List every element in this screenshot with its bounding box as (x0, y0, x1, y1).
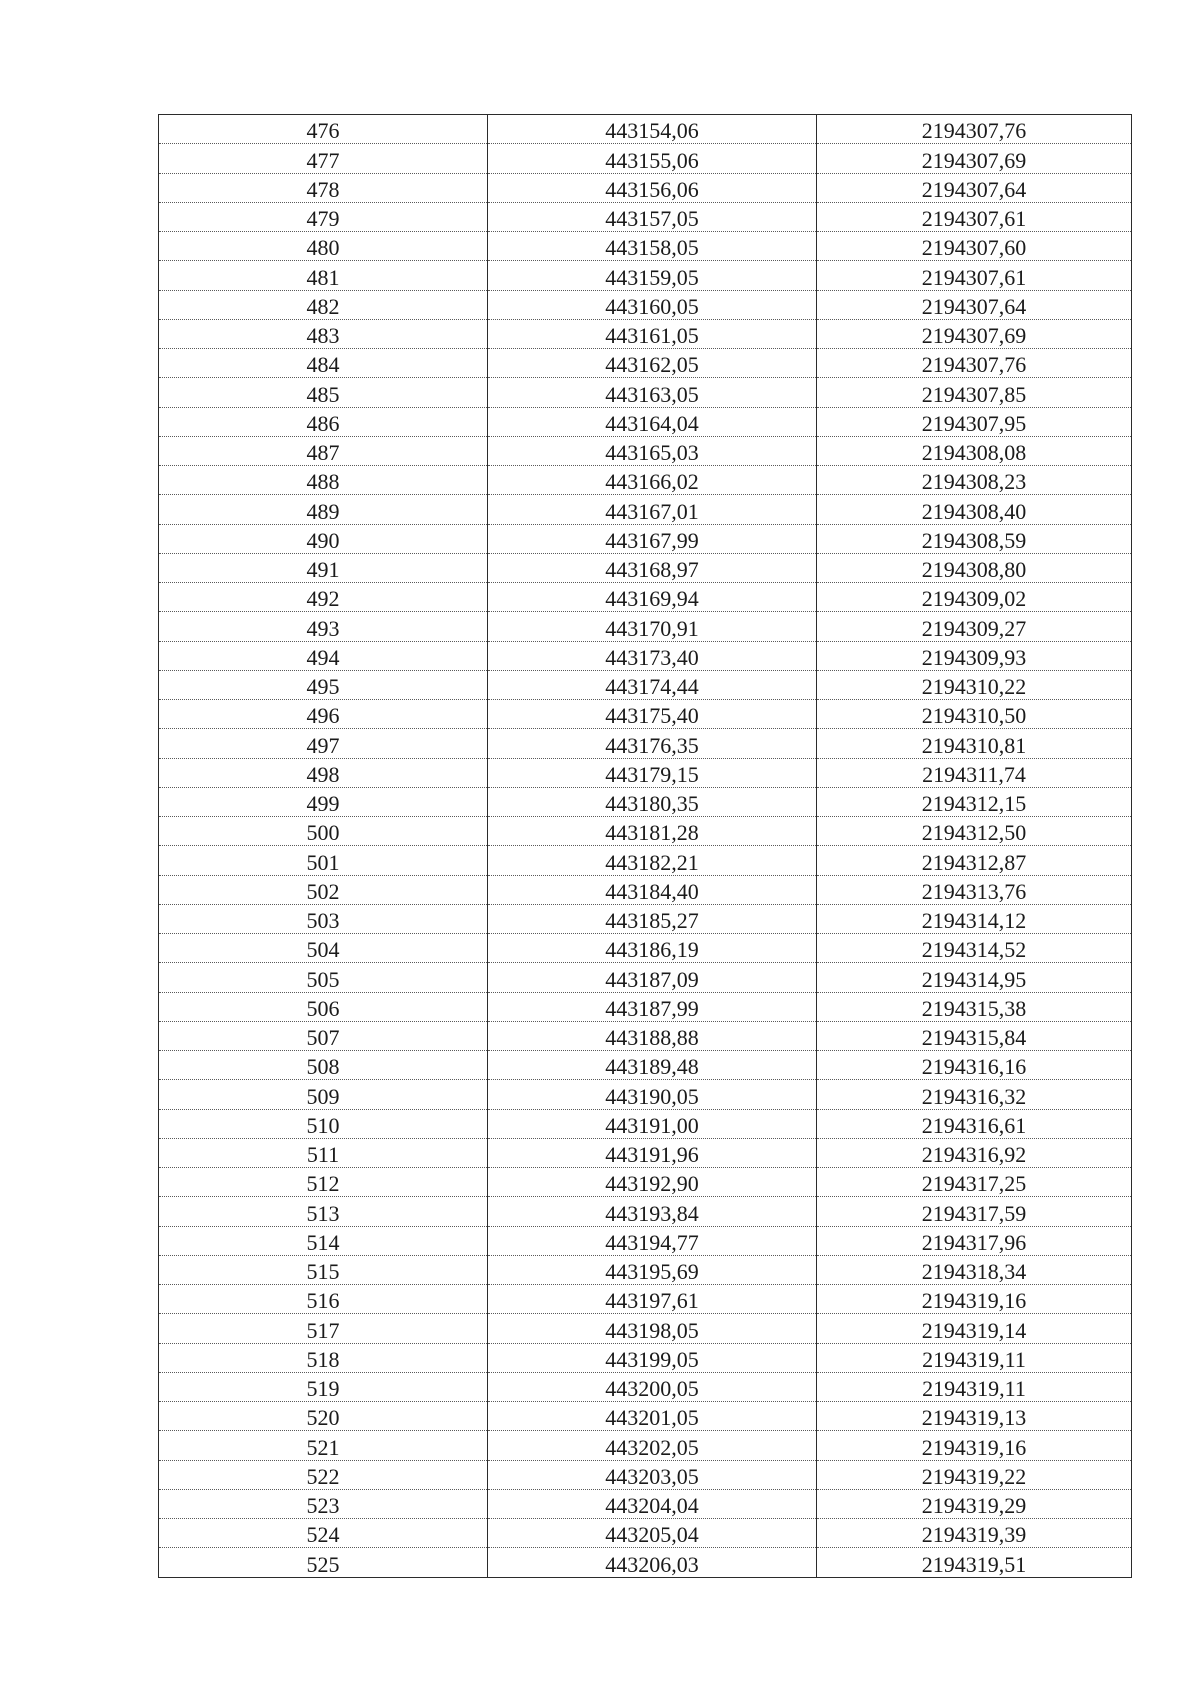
y-coordinate-cell: 2194307,64 (817, 173, 1132, 202)
x-coordinate-cell: 443161,05 (488, 319, 817, 348)
x-coordinate-cell: 443156,06 (488, 173, 817, 202)
point-number-cell: 502 (159, 875, 488, 904)
point-number-cell: 513 (159, 1197, 488, 1226)
x-coordinate-cell: 443174,44 (488, 670, 817, 699)
x-coordinate-cell: 443160,05 (488, 290, 817, 319)
x-coordinate-cell: 443190,05 (488, 1080, 817, 1109)
y-coordinate-cell: 2194316,92 (817, 1138, 1132, 1167)
x-coordinate-cell: 443191,00 (488, 1109, 817, 1138)
point-number-cell: 485 (159, 378, 488, 407)
table-row (159, 1519, 1132, 1548)
table-row (159, 1489, 1132, 1518)
x-coordinate-cell: 443202,05 (488, 1431, 817, 1460)
y-coordinate-cell: 2194319,11 (817, 1343, 1132, 1372)
x-coordinate-cell: 443182,21 (488, 846, 817, 875)
point-number-cell: 489 (159, 495, 488, 524)
point-number-cell: 484 (159, 349, 488, 378)
point-number-cell: 497 (159, 729, 488, 758)
x-coordinate-cell: 443173,40 (488, 641, 817, 670)
x-coordinate-cell: 443164,04 (488, 407, 817, 436)
table-row (159, 817, 1132, 846)
point-number-cell: 476 (159, 115, 488, 144)
table-row (159, 612, 1132, 641)
table-row (159, 729, 1132, 758)
table-row (159, 466, 1132, 495)
coordinates-table-body (159, 115, 1132, 1578)
point-number-cell: 486 (159, 407, 488, 436)
table-row (159, 115, 1132, 144)
point-number-cell: 523 (159, 1489, 488, 1518)
table-row (159, 232, 1132, 261)
x-coordinate-cell: 443185,27 (488, 904, 817, 933)
y-coordinate-cell: 2194311,74 (817, 758, 1132, 787)
table-row (159, 934, 1132, 963)
x-coordinate-cell: 443165,03 (488, 436, 817, 465)
point-number-cell: 519 (159, 1372, 488, 1401)
table-row (159, 992, 1132, 1021)
point-number-cell: 491 (159, 553, 488, 582)
x-coordinate-cell: 443203,05 (488, 1460, 817, 1489)
y-coordinate-cell: 2194319,13 (817, 1402, 1132, 1431)
y-coordinate-cell: 2194307,61 (817, 202, 1132, 231)
y-coordinate-cell: 2194316,32 (817, 1080, 1132, 1109)
x-coordinate-cell: 443201,05 (488, 1402, 817, 1431)
point-number-cell: 481 (159, 261, 488, 290)
y-coordinate-cell: 2194315,84 (817, 1021, 1132, 1050)
x-coordinate-cell: 443158,05 (488, 232, 817, 261)
x-coordinate-cell: 443170,91 (488, 612, 817, 641)
table-row (159, 553, 1132, 582)
y-coordinate-cell: 2194309,27 (817, 612, 1132, 641)
point-number-cell: 490 (159, 524, 488, 553)
point-number-cell: 508 (159, 1051, 488, 1080)
y-coordinate-cell: 2194310,81 (817, 729, 1132, 758)
y-coordinate-cell: 2194313,76 (817, 875, 1132, 904)
point-number-cell: 503 (159, 904, 488, 933)
x-coordinate-cell: 443168,97 (488, 553, 817, 582)
x-coordinate-cell: 443163,05 (488, 378, 817, 407)
point-number-cell: 478 (159, 173, 488, 202)
table-row (159, 1548, 1132, 1577)
x-coordinate-cell: 443194,77 (488, 1226, 817, 1255)
y-coordinate-cell: 2194319,51 (817, 1548, 1132, 1577)
x-coordinate-cell: 443176,35 (488, 729, 817, 758)
y-coordinate-cell: 2194307,76 (817, 115, 1132, 144)
table-row (159, 1226, 1132, 1255)
table-row (159, 963, 1132, 992)
table-row (159, 1080, 1132, 1109)
table-row (159, 670, 1132, 699)
y-coordinate-cell: 2194307,61 (817, 261, 1132, 290)
table-row (159, 1255, 1132, 1284)
table-row (159, 319, 1132, 348)
table-row (159, 1168, 1132, 1197)
x-coordinate-cell: 443187,99 (488, 992, 817, 1021)
y-coordinate-cell: 2194316,61 (817, 1109, 1132, 1138)
y-coordinate-cell: 2194319,16 (817, 1431, 1132, 1460)
y-coordinate-cell: 2194317,96 (817, 1226, 1132, 1255)
y-coordinate-cell: 2194308,40 (817, 495, 1132, 524)
y-coordinate-cell: 2194316,16 (817, 1051, 1132, 1080)
y-coordinate-cell: 2194307,69 (817, 319, 1132, 348)
table-row (159, 290, 1132, 319)
point-number-cell: 516 (159, 1285, 488, 1314)
x-coordinate-cell: 443186,19 (488, 934, 817, 963)
table-row (159, 1431, 1132, 1460)
point-number-cell: 517 (159, 1314, 488, 1343)
y-coordinate-cell: 2194315,38 (817, 992, 1132, 1021)
table-row (159, 173, 1132, 202)
x-coordinate-cell: 443167,01 (488, 495, 817, 524)
table-row (159, 641, 1132, 670)
point-number-cell: 501 (159, 846, 488, 875)
x-coordinate-cell: 443179,15 (488, 758, 817, 787)
point-number-cell: 511 (159, 1138, 488, 1167)
y-coordinate-cell: 2194319,29 (817, 1489, 1132, 1518)
y-coordinate-cell: 2194308,80 (817, 553, 1132, 582)
x-coordinate-cell: 443159,05 (488, 261, 817, 290)
point-number-cell: 520 (159, 1402, 488, 1431)
y-coordinate-cell: 2194308,59 (817, 524, 1132, 553)
point-number-cell: 507 (159, 1021, 488, 1050)
point-number-cell: 488 (159, 466, 488, 495)
y-coordinate-cell: 2194319,22 (817, 1460, 1132, 1489)
x-coordinate-cell: 443155,06 (488, 144, 817, 173)
table-row (159, 758, 1132, 787)
point-number-cell: 482 (159, 290, 488, 319)
point-number-cell: 504 (159, 934, 488, 963)
y-coordinate-cell: 2194314,52 (817, 934, 1132, 963)
x-coordinate-cell: 443193,84 (488, 1197, 817, 1226)
y-coordinate-cell: 2194307,64 (817, 290, 1132, 319)
y-coordinate-cell: 2194319,11 (817, 1372, 1132, 1401)
x-coordinate-cell: 443181,28 (488, 817, 817, 846)
table-row (159, 1285, 1132, 1314)
point-number-cell: 514 (159, 1226, 488, 1255)
table-row (159, 349, 1132, 378)
point-number-cell: 492 (159, 583, 488, 612)
table-row (159, 787, 1132, 816)
x-coordinate-cell: 443195,69 (488, 1255, 817, 1284)
table-row (159, 261, 1132, 290)
table-row (159, 1197, 1132, 1226)
table-row (159, 846, 1132, 875)
table-row (159, 1051, 1132, 1080)
y-coordinate-cell: 2194309,93 (817, 641, 1132, 670)
x-coordinate-cell: 443169,94 (488, 583, 817, 612)
point-number-cell: 506 (159, 992, 488, 1021)
table-row (159, 1343, 1132, 1372)
table-row (159, 700, 1132, 729)
y-coordinate-cell: 2194312,50 (817, 817, 1132, 846)
y-coordinate-cell: 2194319,14 (817, 1314, 1132, 1343)
table-row (159, 1021, 1132, 1050)
x-coordinate-cell: 443187,09 (488, 963, 817, 992)
table-row (159, 1138, 1132, 1167)
x-coordinate-cell: 443198,05 (488, 1314, 817, 1343)
y-coordinate-cell: 2194314,95 (817, 963, 1132, 992)
table-row (159, 378, 1132, 407)
y-coordinate-cell: 2194309,02 (817, 583, 1132, 612)
table-row (159, 407, 1132, 436)
y-coordinate-cell: 2194308,23 (817, 466, 1132, 495)
x-coordinate-cell: 443191,96 (488, 1138, 817, 1167)
table-row (159, 904, 1132, 933)
x-coordinate-cell: 443206,03 (488, 1548, 817, 1577)
x-coordinate-cell: 443205,04 (488, 1519, 817, 1548)
table-row (159, 1314, 1132, 1343)
y-coordinate-cell: 2194318,34 (817, 1255, 1132, 1284)
point-number-cell: 483 (159, 319, 488, 348)
point-number-cell: 518 (159, 1343, 488, 1372)
y-coordinate-cell: 2194319,39 (817, 1519, 1132, 1548)
point-number-cell: 515 (159, 1255, 488, 1284)
y-coordinate-cell: 2194314,12 (817, 904, 1132, 933)
x-coordinate-cell: 443200,05 (488, 1372, 817, 1401)
point-number-cell: 480 (159, 232, 488, 261)
table-row (159, 1109, 1132, 1138)
point-number-cell: 479 (159, 202, 488, 231)
x-coordinate-cell: 443192,90 (488, 1168, 817, 1197)
y-coordinate-cell: 2194312,87 (817, 846, 1132, 875)
x-coordinate-cell: 443197,61 (488, 1285, 817, 1314)
x-coordinate-cell: 443154,06 (488, 115, 817, 144)
coordinates-table (158, 114, 1132, 1578)
x-coordinate-cell: 443162,05 (488, 349, 817, 378)
table-row (159, 202, 1132, 231)
y-coordinate-cell: 2194310,22 (817, 670, 1132, 699)
point-number-cell: 487 (159, 436, 488, 465)
table-row (159, 144, 1132, 173)
point-number-cell: 509 (159, 1080, 488, 1109)
table-row (159, 436, 1132, 465)
table-row (159, 1372, 1132, 1401)
x-coordinate-cell: 443167,99 (488, 524, 817, 553)
table-row (159, 1460, 1132, 1489)
y-coordinate-cell: 2194307,76 (817, 349, 1132, 378)
point-number-cell: 477 (159, 144, 488, 173)
x-coordinate-cell: 443175,40 (488, 700, 817, 729)
point-number-cell: 505 (159, 963, 488, 992)
point-number-cell: 499 (159, 787, 488, 816)
point-number-cell: 525 (159, 1548, 488, 1577)
point-number-cell: 495 (159, 670, 488, 699)
table-row (159, 1402, 1132, 1431)
point-number-cell: 500 (159, 817, 488, 846)
point-number-cell: 521 (159, 1431, 488, 1460)
table-row (159, 875, 1132, 904)
y-coordinate-cell: 2194312,15 (817, 787, 1132, 816)
x-coordinate-cell: 443180,35 (488, 787, 817, 816)
y-coordinate-cell: 2194317,59 (817, 1197, 1132, 1226)
point-number-cell: 496 (159, 700, 488, 729)
x-coordinate-cell: 443188,88 (488, 1021, 817, 1050)
point-number-cell: 494 (159, 641, 488, 670)
point-number-cell: 522 (159, 1460, 488, 1489)
table-row (159, 524, 1132, 553)
x-coordinate-cell: 443166,02 (488, 466, 817, 495)
y-coordinate-cell: 2194317,25 (817, 1168, 1132, 1197)
x-coordinate-cell: 443199,05 (488, 1343, 817, 1372)
point-number-cell: 510 (159, 1109, 488, 1138)
point-number-cell: 493 (159, 612, 488, 641)
x-coordinate-cell: 443189,48 (488, 1051, 817, 1080)
point-number-cell: 524 (159, 1519, 488, 1548)
table-row (159, 495, 1132, 524)
table-row (159, 583, 1132, 612)
y-coordinate-cell: 2194307,85 (817, 378, 1132, 407)
y-coordinate-cell: 2194310,50 (817, 700, 1132, 729)
point-number-cell: 498 (159, 758, 488, 787)
x-coordinate-cell: 443184,40 (488, 875, 817, 904)
y-coordinate-cell: 2194307,95 (817, 407, 1132, 436)
x-coordinate-cell: 443204,04 (488, 1489, 817, 1518)
point-number-cell: 512 (159, 1168, 488, 1197)
x-coordinate-cell: 443157,05 (488, 202, 817, 231)
y-coordinate-cell: 2194307,60 (817, 232, 1132, 261)
y-coordinate-cell: 2194308,08 (817, 436, 1132, 465)
y-coordinate-cell: 2194307,69 (817, 144, 1132, 173)
y-coordinate-cell: 2194319,16 (817, 1285, 1132, 1314)
